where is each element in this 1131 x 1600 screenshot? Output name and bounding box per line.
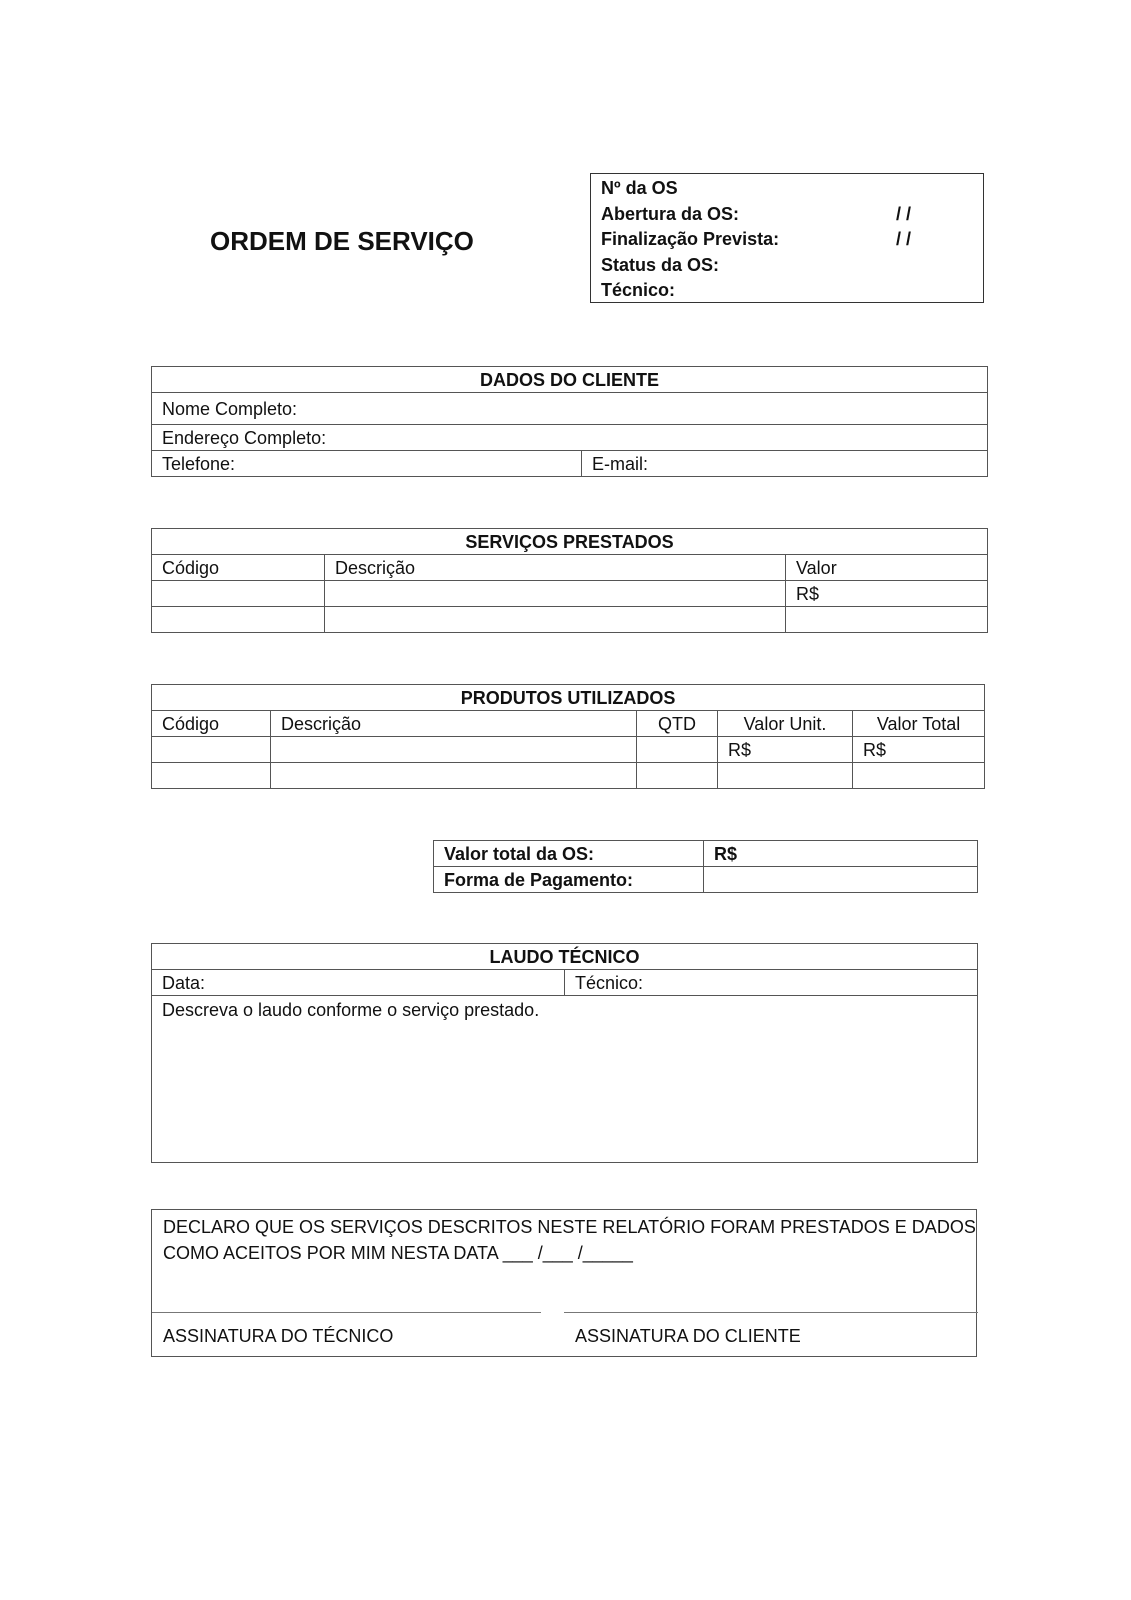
client-data-header: DADOS DO CLIENTE [152, 367, 988, 393]
page-title: ORDEM DE SERVIÇO [210, 226, 474, 256]
report-date-field[interactable]: Data: [152, 970, 565, 996]
column-header: Valor Total [853, 711, 985, 737]
table-row [152, 607, 988, 633]
column-header: QTD [637, 711, 718, 737]
client-name-field[interactable]: Nome Completo: [152, 393, 988, 425]
column-header: Código [152, 555, 325, 581]
os-total-value[interactable]: R$ [704, 841, 978, 867]
os-opening-row [601, 202, 973, 228]
services-header: SERVIÇOS PRESTADOS [152, 529, 988, 555]
product-description-cell[interactable] [271, 737, 637, 763]
product-qty-cell[interactable] [637, 737, 718, 763]
services-table [151, 528, 988, 633]
os-status-row [601, 253, 973, 279]
product-unit-value-cell[interactable] [718, 763, 853, 789]
client-data-table [151, 366, 988, 477]
client-address-field[interactable]: Endereço Completo: [152, 425, 988, 451]
client-signature-line[interactable] [564, 1312, 978, 1313]
service-code-cell[interactable] [152, 581, 325, 607]
column-header: Descrição [325, 555, 786, 581]
os-opening-label: Abertura da OS: [601, 203, 740, 224]
payment-method-label: Forma de Pagamento: [434, 867, 704, 893]
column-header: Descrição [271, 711, 637, 737]
client-signature-label: ASSINATURA DO CLIENTE [575, 1326, 801, 1346]
technical-report-header: LAUDO TÉCNICO [152, 944, 978, 970]
products-column-headers [152, 711, 985, 737]
service-description-cell[interactable] [325, 581, 786, 607]
table-row [152, 737, 985, 763]
technician-signature-line[interactable] [152, 1312, 541, 1313]
declaration-text [163, 1214, 976, 1266]
product-description-cell[interactable] [271, 763, 637, 789]
products-table [151, 684, 985, 789]
os-number-row [601, 176, 973, 202]
product-qty-cell[interactable] [637, 763, 718, 789]
column-header: Valor Unit. [718, 711, 853, 737]
service-code-cell[interactable] [152, 607, 325, 633]
os-opening-date[interactable]: / / [896, 203, 912, 224]
os-total-label: Valor total da OS: [434, 841, 704, 867]
product-total-value-cell[interactable] [853, 763, 985, 789]
report-technician-field[interactable]: Técnico: [565, 970, 978, 996]
report-description-area[interactable]: Descreva o laudo conforme o serviço prestado. [152, 996, 978, 1163]
os-forecast-label: Finalização Prevista: [601, 229, 780, 249]
client-phone-field[interactable]: Telefone: [152, 451, 582, 477]
column-header: Valor [786, 555, 988, 581]
declaration-line-1: DECLARO QUE OS SERVIÇOS DESCRITOS NESTE RELATÓRIO FORAM PRESTADOS E DADOS [163, 1217, 976, 1237]
service-value-cell[interactable] [786, 607, 988, 633]
declaration-box [151, 1209, 977, 1357]
products-header: PRODUTOS UTILIZADOS [152, 685, 985, 711]
product-unit-value-cell[interactable]: R$ [718, 737, 853, 763]
payment-method-value[interactable] [704, 867, 978, 893]
totals-table [433, 840, 978, 893]
os-number-label: Nº da OS [601, 178, 678, 198]
services-column-headers [152, 555, 988, 581]
os-forecast-row [601, 227, 973, 253]
service-description-cell[interactable] [325, 607, 786, 633]
declaration-line-2[interactable]: COMO ACEITOS POR MIM NESTA DATA ___ /___ /_____ [163, 1243, 633, 1263]
column-header: Código [152, 711, 271, 737]
technical-report-table [151, 943, 978, 1163]
table-row [152, 581, 988, 607]
product-code-cell[interactable] [152, 737, 271, 763]
os-status-label: Status da OS: [601, 254, 720, 275]
os-info-box [590, 173, 984, 303]
service-value-cell[interactable]: R$ [786, 581, 988, 607]
os-technician-row [601, 278, 973, 304]
client-email-field[interactable]: E-mail: [582, 451, 988, 477]
product-code-cell[interactable] [152, 763, 271, 789]
os-forecast-date[interactable]: / / [896, 229, 912, 249]
table-row [152, 763, 985, 789]
os-technician-label: Técnico: [601, 280, 676, 300]
technician-signature-label: ASSINATURA DO TÉCNICO [163, 1326, 394, 1346]
product-total-value-cell[interactable]: R$ [853, 737, 985, 763]
